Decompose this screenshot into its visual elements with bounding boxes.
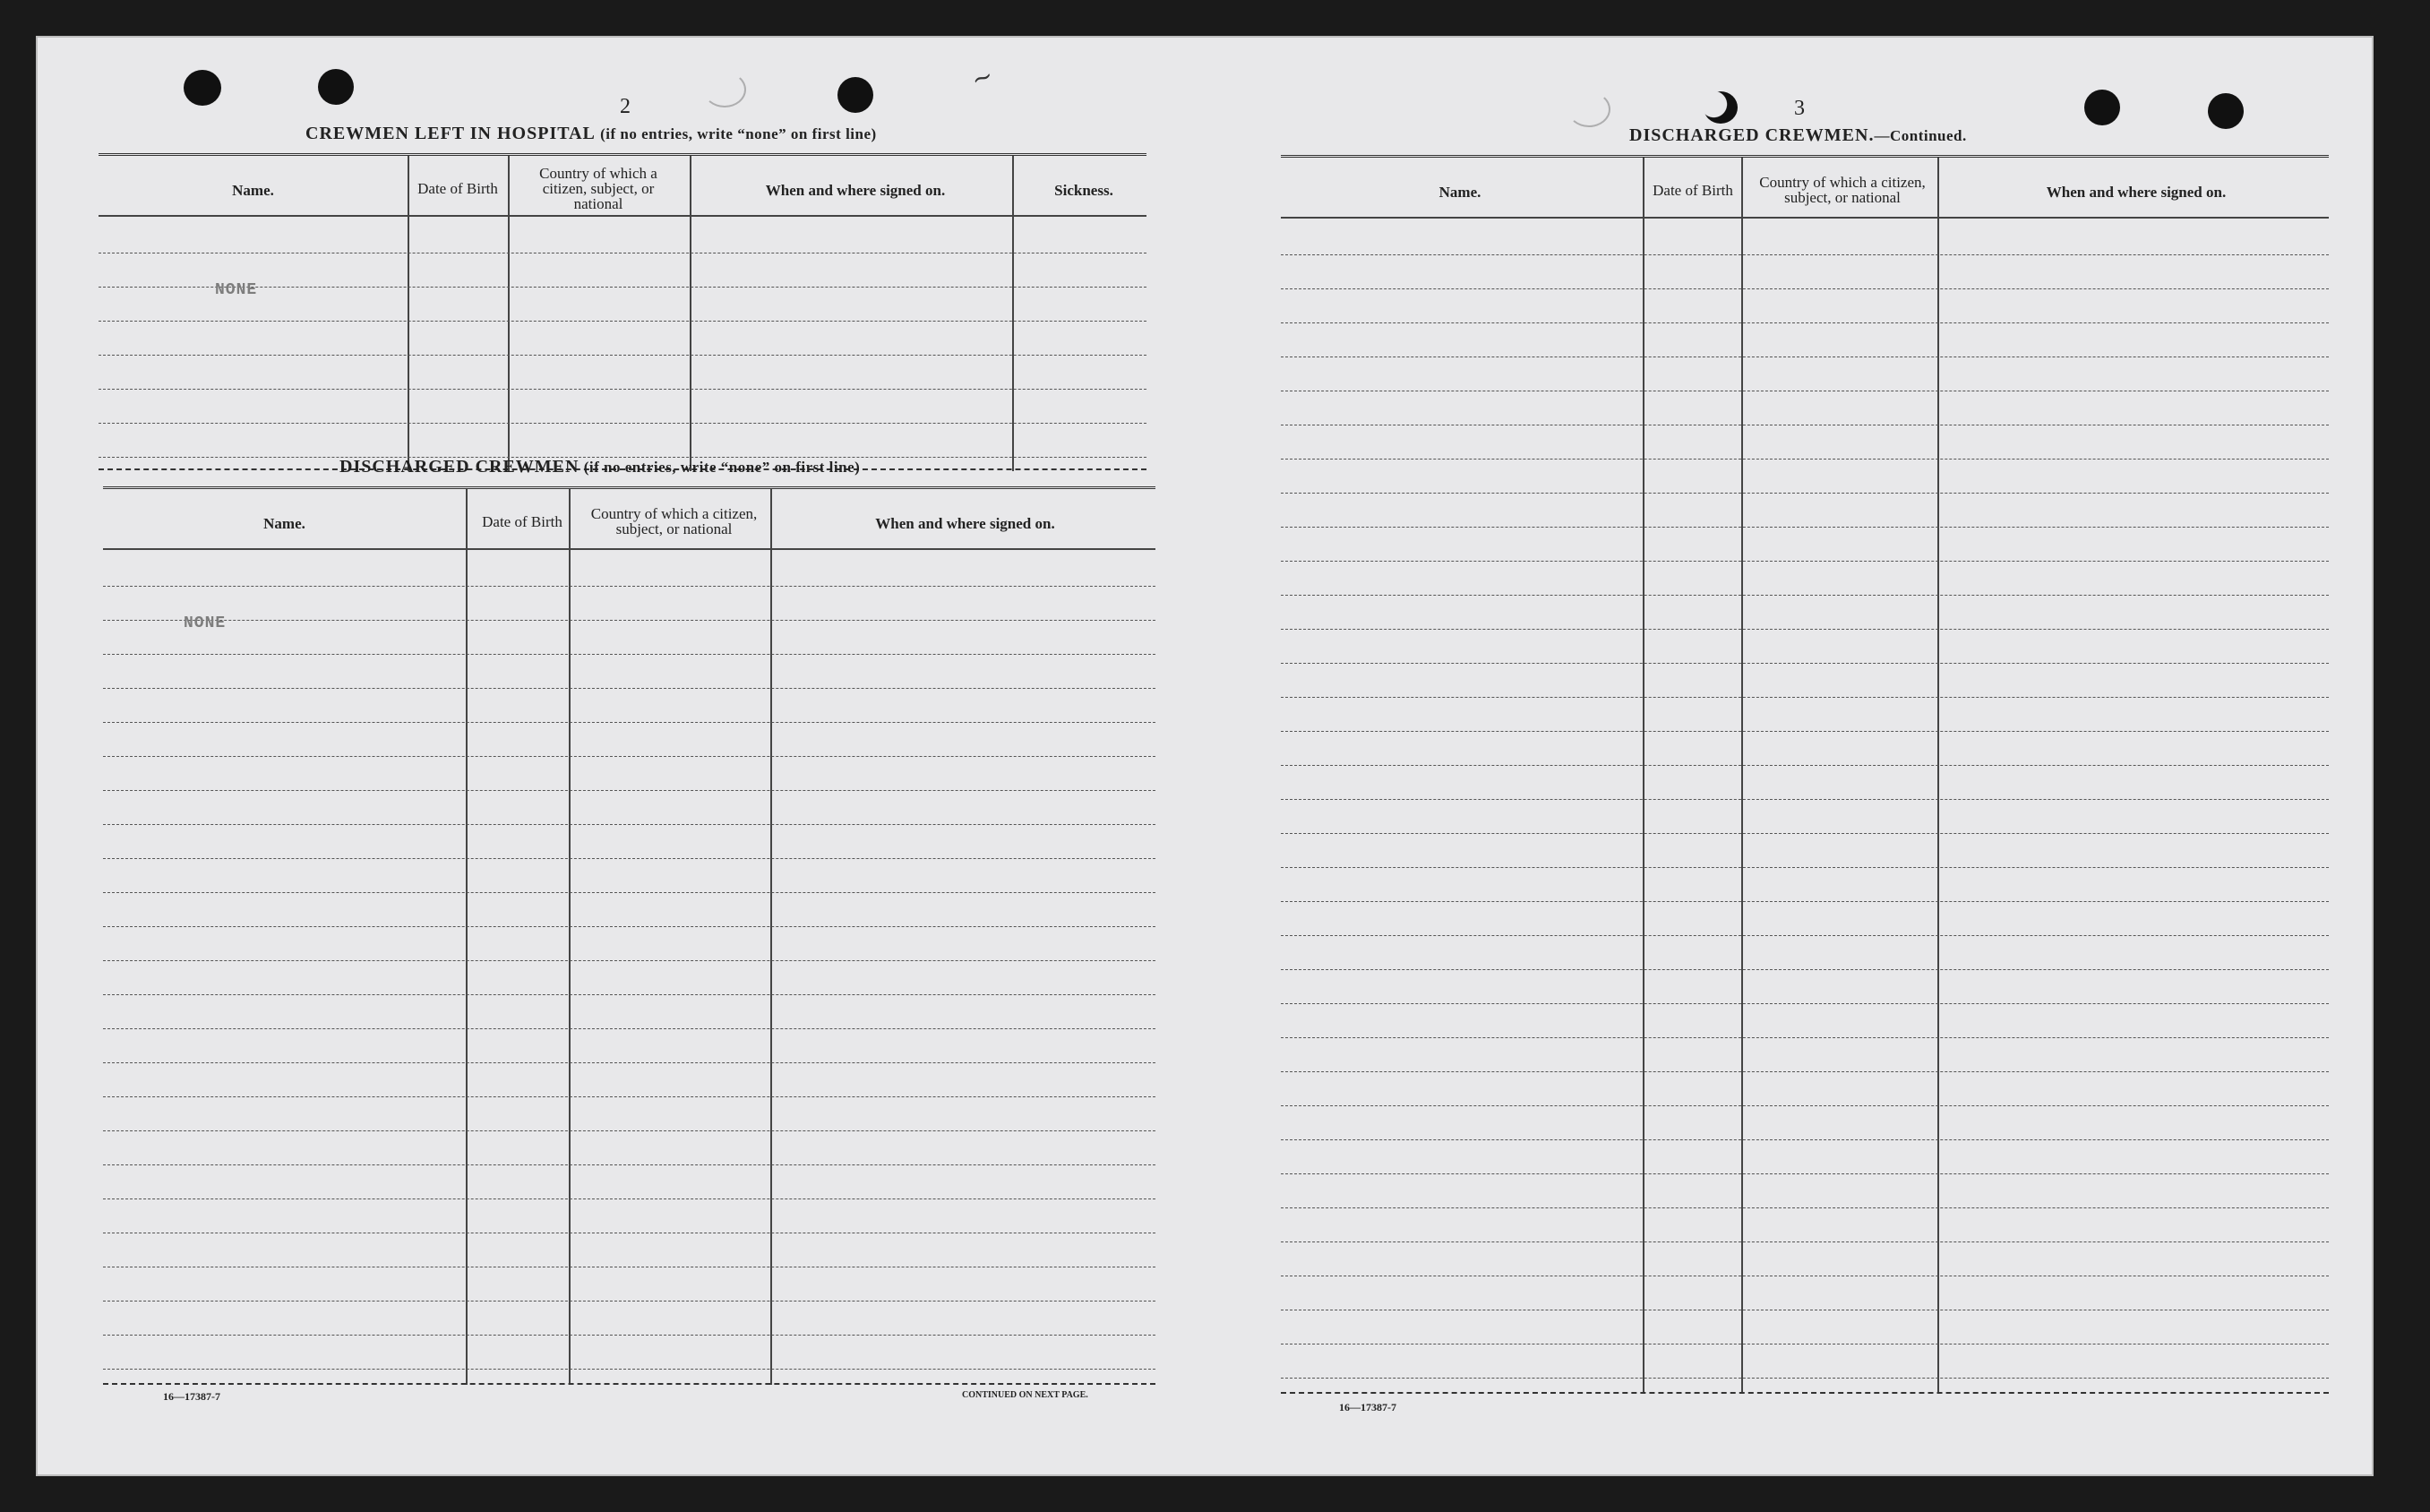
column-header-name: Name.	[1438, 183, 1481, 201]
table-row	[103, 994, 1155, 995]
pen-mark: ∼	[967, 61, 998, 96]
discharged-title-main: DISCHARGED CREWMEN	[339, 457, 580, 477]
table-row	[103, 756, 1155, 757]
table-row	[1281, 663, 2329, 664]
table-row	[103, 1028, 1155, 1029]
column-divider	[1012, 156, 1014, 471]
punch-hole	[1704, 91, 1738, 124]
column-header-country: Country of which a citizen, subject, or national	[539, 164, 657, 212]
punch-hole-faint	[1567, 91, 1610, 127]
table-row	[1281, 731, 2329, 732]
table-row	[1281, 901, 2329, 902]
column-header-date-of-birth: Date of Birth	[1653, 181, 1733, 199]
column-divider	[508, 156, 510, 471]
punch-hole	[2208, 93, 2244, 129]
table-row	[1281, 1071, 2329, 1072]
right-form-number: 16—17387-7	[1339, 1401, 1396, 1413]
table-row	[1281, 833, 2329, 834]
left-form-number: 16—17387-7	[163, 1390, 220, 1403]
table-row	[1281, 288, 2329, 289]
table-row	[1281, 1207, 2329, 1208]
table-row	[103, 1198, 1155, 1199]
table-row	[103, 1062, 1155, 1063]
header-rule	[99, 215, 1146, 217]
table-row	[103, 1164, 1155, 1165]
table-row	[103, 1130, 1155, 1131]
column-header-sickness: Sickness.	[1054, 181, 1113, 199]
table-row	[1281, 1241, 2329, 1242]
table-row	[1281, 969, 2329, 970]
table-row	[103, 892, 1155, 893]
table-row	[103, 1369, 1155, 1370]
table-row	[103, 586, 1155, 587]
punch-hole	[318, 69, 354, 105]
table-row	[1281, 1139, 2329, 1140]
none-stamp: NONE	[215, 281, 258, 299]
table-row	[99, 423, 1146, 424]
table-row	[103, 960, 1155, 961]
column-divider	[770, 489, 772, 1385]
table-row	[103, 824, 1155, 825]
table-row	[1281, 561, 2329, 562]
column-divider	[690, 156, 691, 471]
column-divider	[569, 489, 571, 1385]
document-sheet	[36, 36, 2374, 1476]
table-row	[103, 790, 1155, 791]
right-title-main: DISCHARGED CREWMEN.	[1629, 125, 1875, 145]
table-row	[103, 620, 1155, 621]
right-page-number: 3	[1794, 97, 1805, 120]
hospital-section-title	[305, 124, 877, 144]
table-row	[1281, 1173, 2329, 1174]
column-header-date-of-birth: Date of Birth	[417, 179, 498, 197]
table-bottom-rule	[1281, 1392, 2329, 1394]
column-header-country: Country of which a citizen, subject, or national	[590, 505, 758, 537]
table-row	[1281, 799, 2329, 800]
table-row	[103, 1301, 1155, 1302]
hospital-title-main: CREWMEN LEFT IN HOSPITAL	[305, 124, 596, 143]
column-header-country: Country of which a citizen, subject, or national	[1759, 174, 1926, 206]
table-row	[1281, 1105, 2329, 1106]
table-row	[1281, 1003, 2329, 1004]
column-header-name: Name.	[232, 181, 274, 199]
header-rule	[1281, 217, 2329, 219]
column-divider	[1741, 158, 1743, 1394]
right-section-title	[1629, 125, 1967, 146]
punch-hole	[184, 70, 221, 106]
discharged-section-title	[339, 457, 860, 477]
column-header-signed-on: When and where signed on.	[2046, 183, 2227, 201]
column-header-signed-on: When and where signed on.	[765, 181, 946, 199]
table-row	[103, 722, 1155, 723]
table-row	[1281, 322, 2329, 323]
table-row	[99, 355, 1146, 356]
column-divider	[1643, 158, 1644, 1394]
right-title-sub: —Continued.	[1874, 127, 1967, 144]
table-row	[103, 926, 1155, 927]
column-divider	[408, 156, 409, 471]
table-row	[1281, 1378, 2329, 1379]
table-row	[103, 654, 1155, 655]
continued-note: CONTINUED ON NEXT PAGE.	[962, 1390, 1088, 1400]
table-row	[99, 321, 1146, 322]
table-row	[103, 1096, 1155, 1097]
punch-hole	[2084, 90, 2120, 125]
hospital-table	[99, 153, 1146, 471]
table-bottom-rule	[103, 1383, 1155, 1385]
table-row	[1281, 867, 2329, 868]
table-row	[1281, 527, 2329, 528]
discharged-table-left	[103, 486, 1155, 1385]
table-row	[1281, 765, 2329, 766]
table-row	[1281, 935, 2329, 936]
column-divider	[466, 489, 468, 1385]
table-row	[99, 389, 1146, 390]
table-row	[1281, 595, 2329, 596]
header-rule	[103, 548, 1155, 550]
punch-hole	[837, 77, 873, 113]
column-divider	[1937, 158, 1939, 1394]
table-row	[1281, 697, 2329, 698]
table-row	[103, 858, 1155, 859]
column-header-date-of-birth: Date of Birth	[482, 512, 562, 530]
discharged-table-right	[1281, 155, 2329, 1394]
punch-hole-faint	[703, 72, 746, 107]
table-row	[1281, 493, 2329, 494]
discharged-title-sub: (if no entries, write “none” on first line)	[583, 459, 861, 476]
hospital-title-sub: (if no entries, write “none” on first line)	[600, 125, 877, 142]
column-header-name: Name.	[263, 514, 305, 532]
none-stamp: NONE	[184, 614, 227, 632]
table-row	[103, 688, 1155, 689]
table-row	[103, 1335, 1155, 1336]
table-row	[1281, 254, 2329, 255]
table-row	[1281, 459, 2329, 460]
table-row	[1281, 629, 2329, 630]
table-row	[1281, 1037, 2329, 1038]
left-page-number: 2	[620, 95, 631, 118]
column-header-signed-on: When and where signed on.	[875, 514, 1055, 532]
